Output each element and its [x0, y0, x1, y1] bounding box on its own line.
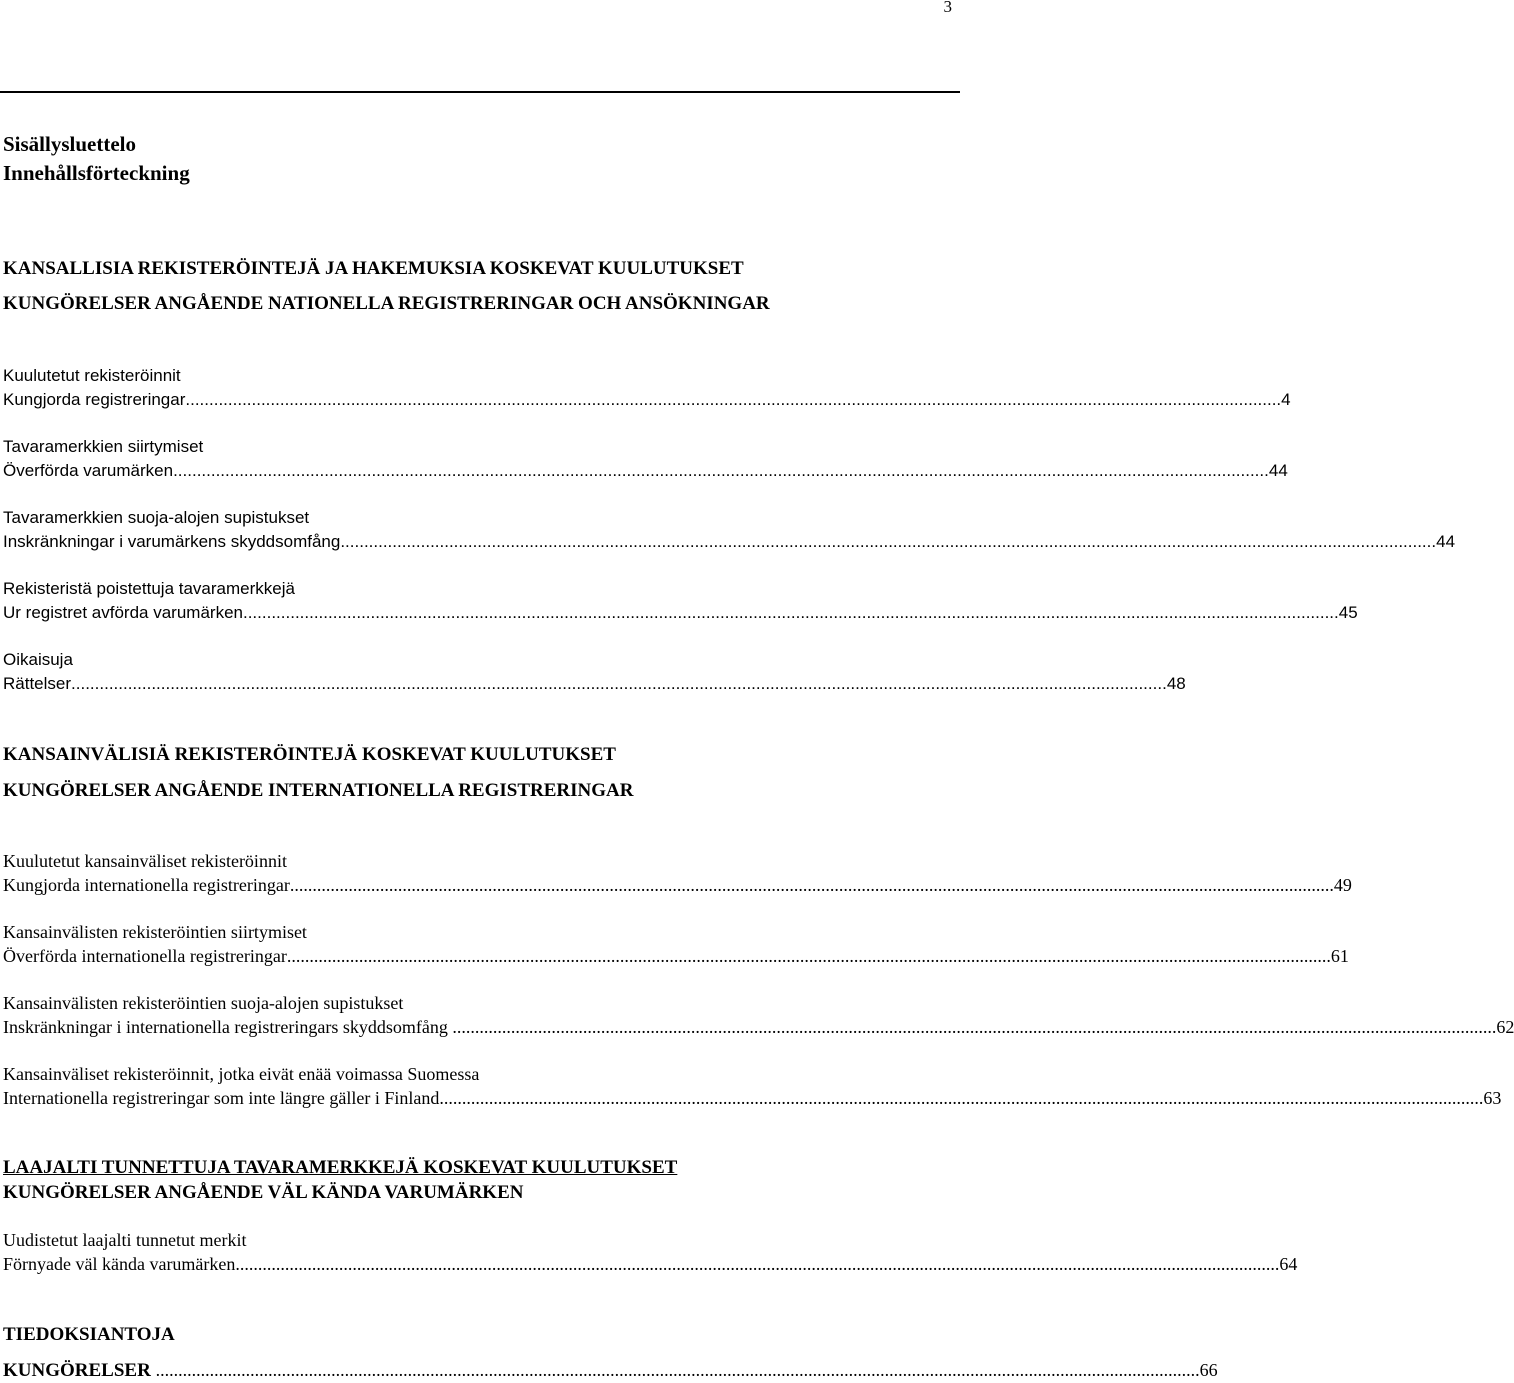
- section3-heading-sv: KUNGÖRELSER ANGÅENDE VÄL KÄNDA VARUMÄRKEN: [3, 1182, 524, 1203]
- toc-entry-link[interactable]: [3, 873, 1352, 897]
- toc-entry-link[interactable]: [3, 601, 1358, 625]
- toc-entry-fi: Oikaisuja: [3, 650, 73, 669]
- toc-entry-sv: Rättelser: [3, 674, 72, 693]
- toc-entry-link[interactable]: [3, 459, 1288, 483]
- toc-title-sv: Innehållsförteckning: [3, 161, 190, 185]
- leader-dots: ........................................................................................................................................................................................................................................: [155, 1360, 1200, 1380]
- toc-entry-sv: Överförda varumärken: [3, 461, 174, 480]
- page-number: 3: [943, 0, 952, 16]
- toc-entry-sv: Inskränkningar i varumärkens skyddsomfång: [3, 532, 341, 551]
- toc-entry-fi: Uudistetut laajalti tunnetut merkit: [3, 1230, 247, 1250]
- toc-page-number: 4: [1281, 390, 1291, 409]
- toc-entry-link[interactable]: [3, 388, 1291, 412]
- toc-page-number: 61: [1330, 946, 1349, 966]
- leader-dots: ........................................................................................................................................................................................................................................: [340, 532, 1437, 551]
- section2-heading-sv: KUNGÖRELSER ANGÅENDE INTERNATIONELLA REGISTRERINGAR: [3, 780, 634, 801]
- toc-entry-link[interactable]: [3, 672, 1186, 696]
- leader-dots: ........................................................................................................................................................................................................................................: [439, 1088, 1484, 1108]
- toc-entry-link[interactable]: [3, 1358, 1218, 1383]
- toc-entry-sv: Internationella registreringar som inte längre gäller i Finland: [3, 1088, 440, 1108]
- toc-entry-link[interactable]: [3, 1086, 1502, 1110]
- section3-heading-fi: LAAJALTI TUNNETTUJA TAVARAMERKKEJÄ KOSKEVAT KUULUTUKSET: [3, 1157, 678, 1178]
- toc-entry-sv: Överförda internationella registreringar: [3, 946, 287, 966]
- toc-entry-fi: Kansainvälisten rekisteröintien siirtymiset: [3, 922, 307, 942]
- toc-page-number: 64: [1279, 1254, 1298, 1274]
- toc-entry-link[interactable]: [3, 1015, 1514, 1039]
- toc-title-fi: Sisällysluettelo: [3, 132, 137, 156]
- leader-dots: ........................................................................................................................................................................................................................................: [185, 390, 1282, 409]
- toc-entry-link[interactable]: [3, 944, 1349, 968]
- toc-page-number: 49: [1333, 875, 1352, 895]
- toc-entry-fi: Rekisteristä poistettuja tavaramerkkejä: [3, 579, 295, 598]
- toc-page-number: 45: [1338, 603, 1358, 622]
- leader-dots: ........................................................................................................................................................................................................................................: [289, 875, 1334, 895]
- leader-dots: ........................................................................................................................................................................................................................................: [286, 946, 1331, 966]
- toc-entry-fi: Kansainväliset rekisteröinnit, jotka eivät enää voimassa Suomessa: [3, 1064, 480, 1084]
- toc-entry-link[interactable]: [3, 530, 1456, 554]
- header-rule: [0, 91, 960, 93]
- toc-page-number: 63: [1483, 1088, 1502, 1108]
- toc-entry-link[interactable]: [3, 1252, 1298, 1276]
- toc-entry-fi: Kuulutetut kansainväliset rekisteröinnit: [3, 851, 287, 871]
- leader-dots: ........................................................................................................................................................................................................................................: [452, 1017, 1497, 1037]
- section4-heading-sv: KUNGÖRELSER: [3, 1360, 156, 1381]
- section4-heading-fi: TIEDOKSIANTOJA: [3, 1324, 175, 1345]
- toc-page-number: 44: [1436, 532, 1456, 551]
- toc-page-number: 44: [1268, 461, 1288, 480]
- toc-page-number: 66: [1199, 1360, 1218, 1380]
- leader-dots: ........................................................................................................................................................................................................................................: [71, 674, 1167, 693]
- section1-heading-sv: KUNGÖRELSER ANGÅENDE NATIONELLA REGISTRERINGAR OCH ANSÖKNINGAR: [3, 293, 770, 314]
- toc-entry-fi: Kuulutetut rekisteröinnit: [3, 366, 181, 385]
- toc-entry-sv: Kungjorda registreringar: [3, 390, 186, 409]
- toc-entry-fi: Tavaramerkkien suoja-alojen supistukset: [3, 508, 310, 527]
- toc-page-number: 48: [1166, 674, 1186, 693]
- toc-entry-sv: Kungjorda internationella registreringar: [3, 875, 290, 895]
- toc-entry-sv: Inskränkningar i internationella registreringars skyddsomfång: [3, 1017, 453, 1037]
- section2-heading-fi: KANSAINVÄLISIÄ REKISTERÖINTEJÄ KOSKEVAT KUULUTUKSET: [3, 744, 616, 765]
- leader-dots: ........................................................................................................................................................................................................................................: [242, 603, 1339, 622]
- leader-dots: ........................................................................................................................................................................................................................................: [235, 1254, 1280, 1274]
- toc-page-number: 62: [1496, 1017, 1514, 1037]
- section1-heading-fi: KANSALLISIA REKISTERÖINTEJÄ JA HAKEMUKSIA KOSKEVAT KUULUTUKSET: [3, 258, 744, 279]
- toc-entry-sv: Ur registret avförda varumärken: [3, 603, 243, 622]
- toc-entry-fi: Kansainvälisten rekisteröintien suoja-alojen supistukset: [3, 993, 404, 1013]
- toc-entry-fi: Tavaramerkkien siirtymiset: [3, 437, 204, 456]
- toc-entry-sv: Förnyade väl kända varumärken: [3, 1254, 236, 1274]
- leader-dots: ........................................................................................................................................................................................................................................: [173, 461, 1269, 480]
